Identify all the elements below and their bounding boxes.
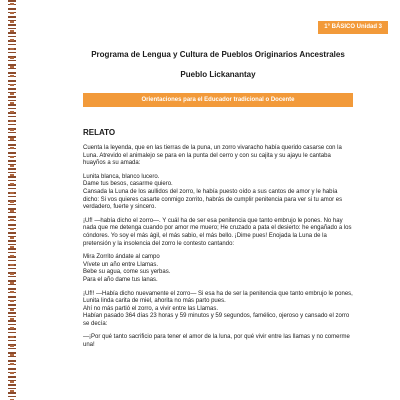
paragraph <box>83 291 355 329</box>
text-line: Vívete un año entre Llamas. <box>83 261 159 268</box>
decorative-border <box>8 0 16 400</box>
text-line: Dame tus besos, casarme quiero. <box>83 181 173 188</box>
section-heading: RELATO <box>83 128 116 137</box>
text-line: Para el año dame tus lanas. <box>83 276 158 283</box>
text-line: Mira Zorrito ándate al campo <box>83 254 160 261</box>
text-line: Cuenta la leyenda, que en las tierras de la puna, un zorro vivaracho había querido casarse con la Luna. Atrevido el animalejo se para en la punta del cerro y con su cajita y su ajayu le cantaba huayños a su amada: <box>83 145 342 167</box>
paragraph <box>83 174 355 212</box>
people-title: Pueblo Lickanantay <box>180 70 256 79</box>
paragraph <box>83 218 355 248</box>
text-line: ¡Uf! —había dicho el zorro—. Y cuál ha de ser esa penitencia que tanto embrujo le pones. No hay nada que me detenga cuando por amor me muero; He cruzado a pata el desierto: he engañado a los cóndores. Yo soy el más ágil, el más sabio, el más bello. ¡Dime pues! Enojada la Luna de la pretensión y la insolencia del zorro le contesto cantando: <box>83 217 352 247</box>
text-line: Habían pasado 364 días 23 horas y 59 minutos y 59 segundos, famélico, ojeroso y cansado el zorro se decía: <box>83 313 350 327</box>
paragraph <box>83 254 355 284</box>
orientation-banner: Orientaciones para el Educador tradicional o Docente <box>83 93 353 107</box>
text-line: Cansada la Luna de los aullidos del zorro, le había puesto oído a sus cantos de amor y le había dicho: Si vos quieres casarte conmigo zorrito, habrás de cumplir penitencia para ver si tu amor es verdadero, fuerte y sincero. <box>83 188 343 211</box>
text-line: Ahí no más partió el zorro, a vivir entre las Llamas. <box>83 305 219 312</box>
paragraph <box>83 145 355 168</box>
story-text <box>83 145 355 356</box>
text-line: —¡Por qué tanto sacrificio para tener el amor de la luna, por qué vivir entre las llamas y no comerme una! <box>83 334 350 349</box>
text-line: ¡Uf!! —Había dicho nuevamente el zorro— Si esa ha de ser la penitencia que tanto embrujo le pones, Lunita linda carita de miel, ahorita no más parto pues. <box>83 290 353 305</box>
program-title: Programa de Lengua y Cultura de Pueblos Originarios Ancestrales <box>91 50 345 59</box>
paragraph <box>83 334 355 349</box>
grade-badge: 1° BÁSICO Unidad 3 <box>318 21 388 34</box>
text-line: Lunita blanca, blanco lucero. <box>83 173 160 180</box>
text-line: Bebe su agua, come sus yerbas. <box>83 269 171 276</box>
